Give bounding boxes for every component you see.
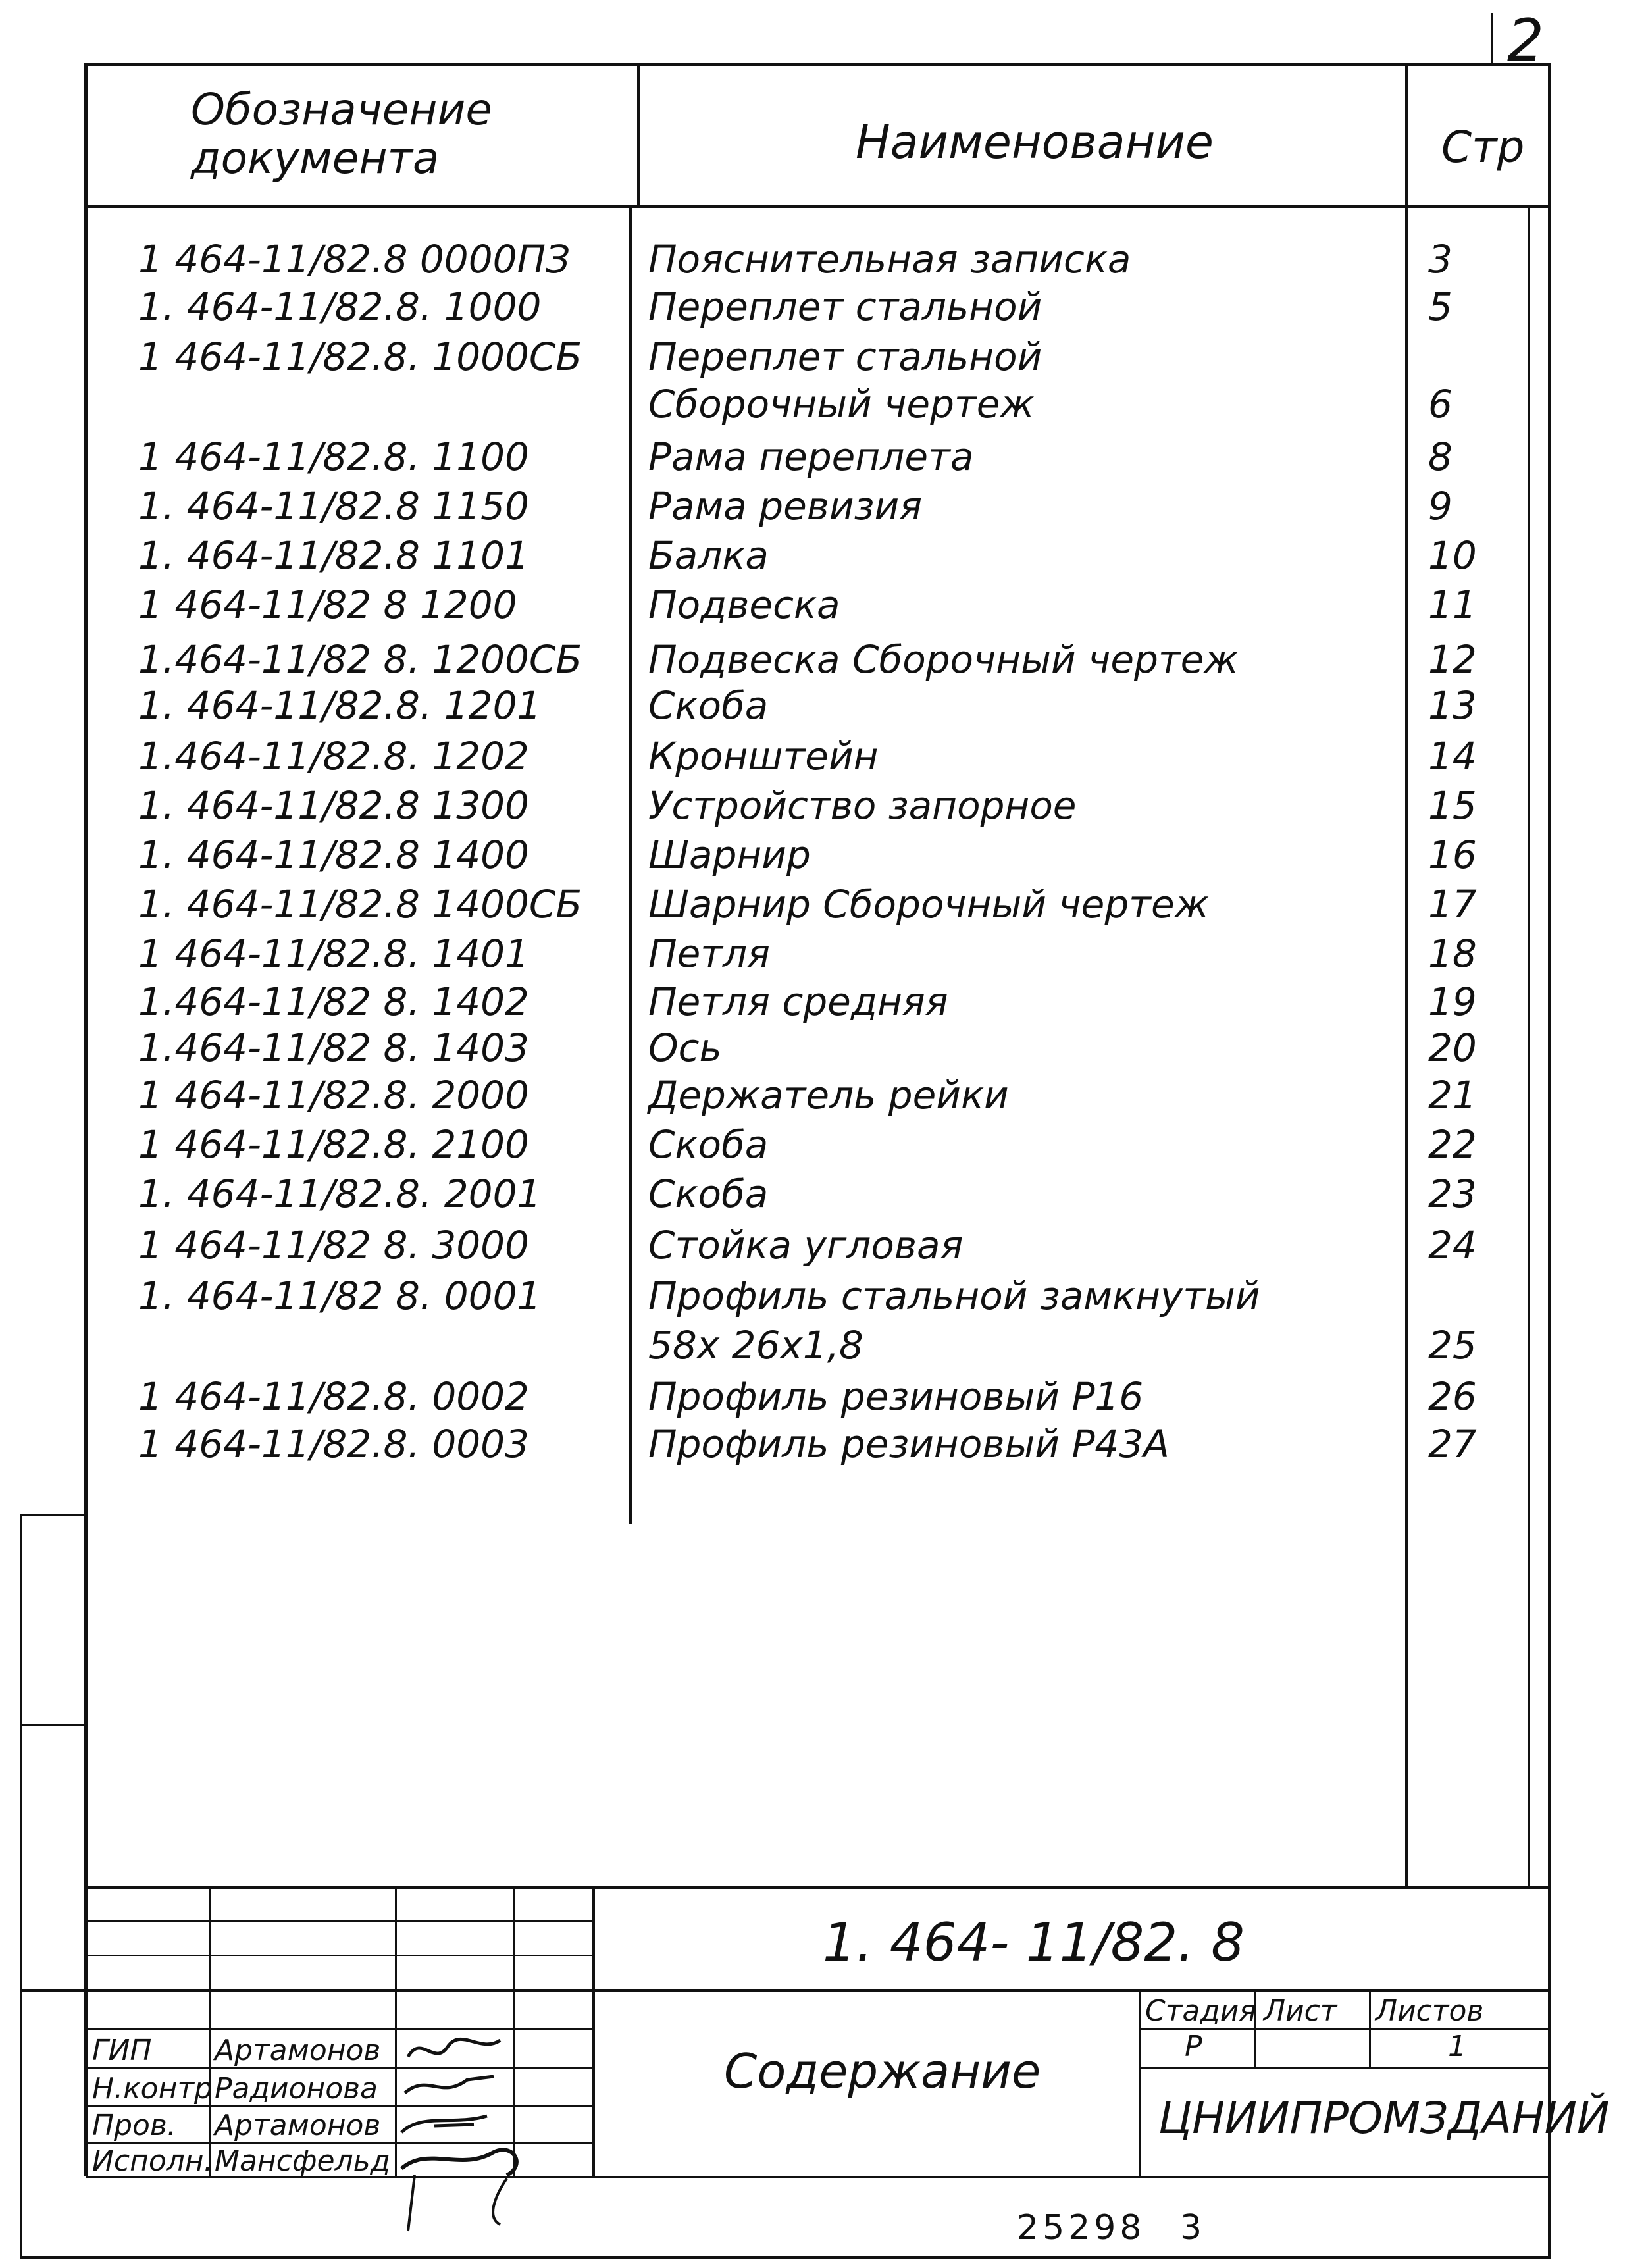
- row-page: 16: [1428, 833, 1477, 877]
- row-code: 1. 464-11/82.8. 1201: [138, 683, 542, 728]
- row-name: Шарнир: [648, 833, 811, 877]
- row-name: Подвеска: [648, 582, 840, 627]
- list-item: [0, 882, 1646, 929]
- frame-top: [86, 63, 1550, 66]
- row-page: 25: [1428, 1323, 1477, 1368]
- tb-top-line: [86, 1886, 1550, 1889]
- list-item: [0, 533, 1646, 580]
- list-item: [0, 1122, 1646, 1170]
- row-code: 1 464-11/82.8. 0002: [138, 1374, 529, 1419]
- row-code: 1 464-11/82.8. 1401: [138, 931, 529, 976]
- tb-stage-h2: [1139, 2067, 1550, 2069]
- row-code: 1.464-11/82 8. 1403: [138, 1025, 529, 1070]
- row-code: 1.464-11/82 8. 1402: [138, 979, 529, 1024]
- row-code: 1. 464-11/82.8. 2001: [138, 1172, 542, 1216]
- row-name: Держатель рейки: [648, 1073, 1009, 1118]
- list-item: [0, 734, 1646, 781]
- row-code: 1. 464-11/82.8 1150: [138, 484, 529, 528]
- row-name: Профиль резиновый Р43А: [648, 1422, 1170, 1466]
- row-name: Пояснительная записка: [648, 237, 1131, 282]
- row-page: 5: [1428, 284, 1453, 329]
- role-person: Артамонов: [215, 2034, 381, 2067]
- row-name: Петля средняя: [648, 979, 948, 1024]
- row-code: 1 464-11/82 8 1200: [138, 582, 517, 627]
- tb-name-divider: [592, 1886, 595, 2176]
- row-name: Сборочный чертеж: [648, 382, 1035, 426]
- list-item: [0, 637, 1646, 684]
- list-item: [0, 582, 1646, 630]
- list-item: [0, 382, 1646, 429]
- header-page: Стр: [1441, 122, 1525, 172]
- row-page: 20: [1428, 1025, 1477, 1070]
- list-item: [0, 931, 1646, 979]
- row-page: 11: [1428, 582, 1477, 627]
- list-item: [0, 484, 1646, 531]
- row-name: Кронштейн: [648, 734, 879, 779]
- row-name: Петля: [648, 931, 771, 976]
- list-item: [0, 1374, 1646, 1422]
- row-code: 1. 464-11/82.8 1300: [138, 783, 529, 828]
- row-page: 21: [1428, 1073, 1477, 1118]
- row-name: Скоба: [648, 1172, 769, 1216]
- tb-grid-v1: [209, 1886, 211, 2176]
- row-name: Скоба: [648, 1122, 769, 1167]
- row-name: Шарнир Сборочный чертеж: [648, 882, 1209, 927]
- row-code: 1. 464-11/82.8. 1000: [138, 284, 542, 329]
- row-page: 22: [1428, 1122, 1477, 1167]
- row-name: Профиль резиновый Р16: [648, 1374, 1144, 1419]
- role-label: Исполн.: [92, 2144, 213, 2178]
- tb-grid-h1: [86, 1920, 592, 1922]
- row-code: 1.464-11/82 8. 1200СБ: [138, 637, 582, 682]
- row-name: Балка: [648, 533, 769, 578]
- frame-left-stub-top: [20, 1514, 86, 1516]
- archive-id: 25298: [1017, 2208, 1146, 2248]
- frame-left-stub-mid: [20, 1724, 86, 1726]
- row-name: Ось: [648, 1025, 722, 1070]
- row-code: 1 464-11/82.8. 2000: [138, 1073, 529, 1118]
- row-page: 8: [1428, 434, 1453, 479]
- row-code: 1 464-11/82.8. 1100: [138, 434, 529, 479]
- row-code: 1.464-11/82.8. 1202: [138, 734, 529, 779]
- row-code: 1. 464-11/82 8. 0001: [138, 1274, 542, 1318]
- row-name: Переплет стальной: [648, 334, 1042, 379]
- row-code: 1 464-11/82 8. 3000: [138, 1223, 529, 1268]
- list-item: [0, 237, 1646, 284]
- top-right-mark: [1491, 13, 1493, 63]
- role-label: Н.контр: [92, 2072, 213, 2105]
- stage-value: Р: [1185, 2030, 1202, 2063]
- row-page: 26: [1428, 1374, 1477, 1419]
- list-item: [0, 833, 1646, 880]
- row-name: Рама переплета: [648, 434, 974, 479]
- row-code: 1 464-11/82.8. 0003: [138, 1422, 529, 1466]
- row-code: 1. 464-11/82.8 1101: [138, 533, 529, 578]
- role-label: ГИП: [92, 2034, 152, 2067]
- row-code: 1 464-11/82.8. 2100: [138, 1122, 529, 1167]
- organization-name: ЦНИИПРОМЗДАНИЙ: [1158, 2093, 1610, 2144]
- column-divider-1: [637, 63, 640, 208]
- list-item: [0, 1323, 1646, 1370]
- row-code: 1. 464-11/82.8 1400: [138, 833, 529, 877]
- list-item: [0, 434, 1646, 482]
- frame-bottom: [20, 2256, 1551, 2259]
- row-page: 24: [1428, 1223, 1477, 1268]
- row-code: 1. 464-11/82.8 1400СБ: [138, 882, 582, 927]
- row-page: 6: [1428, 382, 1453, 426]
- stage-label: Стадия: [1145, 1994, 1256, 2028]
- list-item: [0, 1172, 1646, 1219]
- row-name: Подвеска Сборочный чертеж: [648, 637, 1239, 682]
- row-code: 1 464-11/82.8 0000ПЗ: [138, 237, 571, 282]
- row-name: 58х 26х1,8: [648, 1323, 863, 1368]
- tb-mid-line: [20, 1989, 1550, 1992]
- row-page: 19: [1428, 979, 1477, 1024]
- row-page: 18: [1428, 931, 1477, 976]
- sheets-value: 1: [1448, 2030, 1466, 2063]
- frame-far-left: [20, 1514, 22, 2257]
- row-code: 1 464-11/82.8. 1000СБ: [138, 334, 582, 379]
- document-title: Содержание: [724, 2044, 1041, 2099]
- row-page: 13: [1428, 683, 1477, 728]
- row-name: Рама ревизия: [648, 484, 923, 528]
- list-item: [0, 979, 1646, 1027]
- row-page: 27: [1428, 1422, 1477, 1466]
- role-person: Мансфельд: [215, 2144, 391, 2178]
- list-item: [0, 1274, 1646, 1321]
- row-name: Стойка угловая: [648, 1223, 964, 1268]
- row-name: Переплет стальной: [648, 284, 1042, 329]
- row-page: 9: [1428, 484, 1453, 528]
- archive-number: [1017, 2208, 1206, 2248]
- row-name: Устройство запорное: [648, 783, 1077, 828]
- tb-code-divider: [1139, 1989, 1141, 2176]
- list-item: [0, 284, 1646, 332]
- list-item: [0, 1073, 1646, 1120]
- header-designation: Обозначение документа: [191, 84, 492, 184]
- row-page: 23: [1428, 1172, 1477, 1216]
- row-page: 15: [1428, 783, 1477, 828]
- role-person: Радионова: [215, 2072, 378, 2105]
- row-page: 12: [1428, 637, 1477, 682]
- sheet-label: Лист: [1264, 1994, 1337, 2028]
- archive-page: 3: [1179, 2208, 1206, 2248]
- signatures: [395, 2027, 553, 2244]
- header-bottom-line: [86, 205, 1550, 208]
- document-code: 1. 464- 11/82. 8: [823, 1912, 1245, 1973]
- row-page: 17: [1428, 882, 1477, 927]
- tb-grid-h2: [86, 1955, 592, 1956]
- list-item: [0, 683, 1646, 731]
- row-name: Скоба: [648, 683, 769, 728]
- list-item: [0, 1223, 1646, 1270]
- row-name: Профиль стальной замкнутый: [648, 1274, 1260, 1318]
- row-page: 3: [1428, 237, 1453, 282]
- tb-stage-v2: [1369, 1989, 1371, 2068]
- sheets-label: Листов: [1376, 1994, 1484, 2028]
- list-item: [0, 334, 1646, 382]
- role-person: Артамонов: [215, 2109, 381, 2142]
- row-page: 10: [1428, 533, 1477, 578]
- header-name: Наименование: [856, 115, 1214, 169]
- list-item: [0, 1025, 1646, 1073]
- row-page: 14: [1428, 734, 1477, 779]
- role-label: Пров.: [92, 2109, 176, 2142]
- sheet-number: 2: [1507, 7, 1544, 74]
- list-item: [0, 1422, 1646, 1469]
- list-item: [0, 783, 1646, 831]
